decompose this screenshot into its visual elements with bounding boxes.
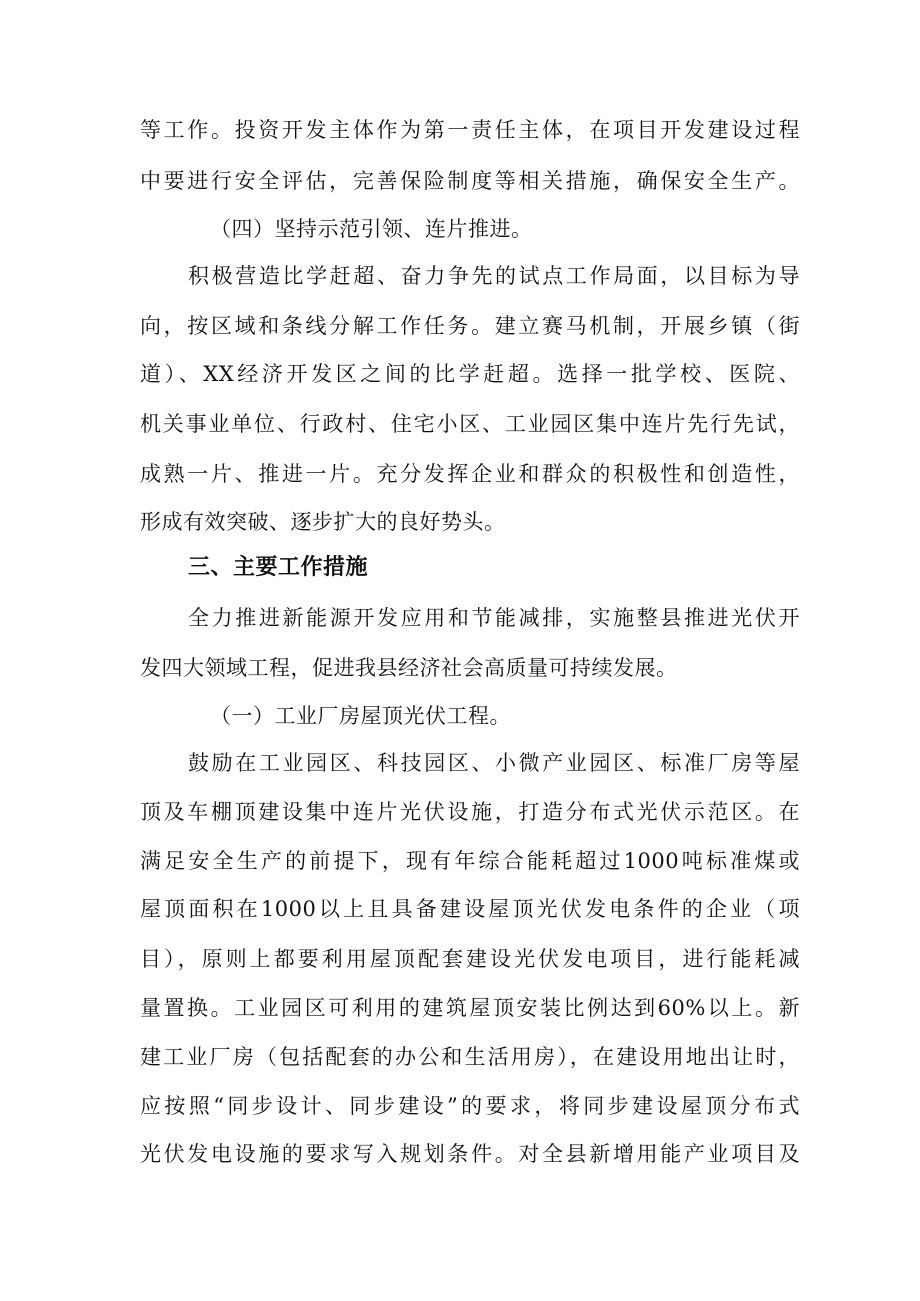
body-text-line: 顶及车棚顶建设集中连片光伏设施，打造分布式光伏示范区。在 [140, 800, 800, 824]
body-text-line: 成熟一片、推进一片。充分发挥企业和群众的积极性和创造性， [140, 462, 800, 486]
body-text-line: 建工业厂房（包括配套的办公和生活用房），在建设用地出让时， [140, 1045, 800, 1069]
body-text-line: 向，按区域和条线分解工作任务。建立赛马机制，开展乡镇（街 [140, 314, 800, 338]
body-text-line: 发四大领域工程，促进我县经济社会高质量可持续发展。 [140, 656, 678, 680]
body-text-line: 应按照“同步设计、同步建设”的要求，将同步建设屋顶分布式 [140, 1094, 800, 1118]
subsection-title-4: （四）坚持示范引领、连片推进。 [210, 217, 533, 241]
section-heading-3: 三、主要工作措施 [188, 555, 369, 580]
body-text-line: 光伏发电设施的要求写入规划条件。对全县新增用能产业项目及 [140, 1142, 800, 1166]
body-text-line: 目），原则上都要利用屋顶配套建设光伏发电项目，进行能耗减 [140, 947, 800, 971]
body-text-line: 屋顶面积在1000以上且具备建设屋顶光伏发电条件的企业（项 [140, 897, 800, 921]
body-text-line: 机关事业单位、行政村、住宅小区、工业园区集中连片先行先试， [140, 412, 800, 436]
body-text-line: 积极营造比学赶超、奋力争先的试点工作局面，以目标为导 [188, 264, 800, 288]
body-text-line: 鼓励在工业园区、科技园区、小微产业园区、标准厂房等屋 [188, 751, 800, 775]
body-text-line: 等工作。投资开发主体作为第一责任主体，在项目开发建设过程 [140, 118, 800, 142]
body-text-line: 形成有效突破、逐步扩大的良好势头。 [140, 510, 506, 534]
body-text-line: 全力推进新能源开发应用和节能减排，实施整县推进光伏开 [188, 606, 800, 630]
subsection-title-1: （一）工业厂房屋顶光伏工程。 [210, 704, 511, 728]
body-text-line: 满足安全生产的前提下，现有年综合能耗超过1000吨标准煤或 [140, 849, 800, 873]
body-text-line: 中要进行安全评估，完善保险制度等相关措施，确保安全生产。 [140, 169, 800, 193]
body-text-line: 道）、XX经济开发区之间的比学赶超。选择一批学校、医院、 [140, 362, 800, 386]
body-text-line: 量置换。工业园区可利用的建筑屋顶安装比例达到60%以上。新 [140, 996, 800, 1020]
